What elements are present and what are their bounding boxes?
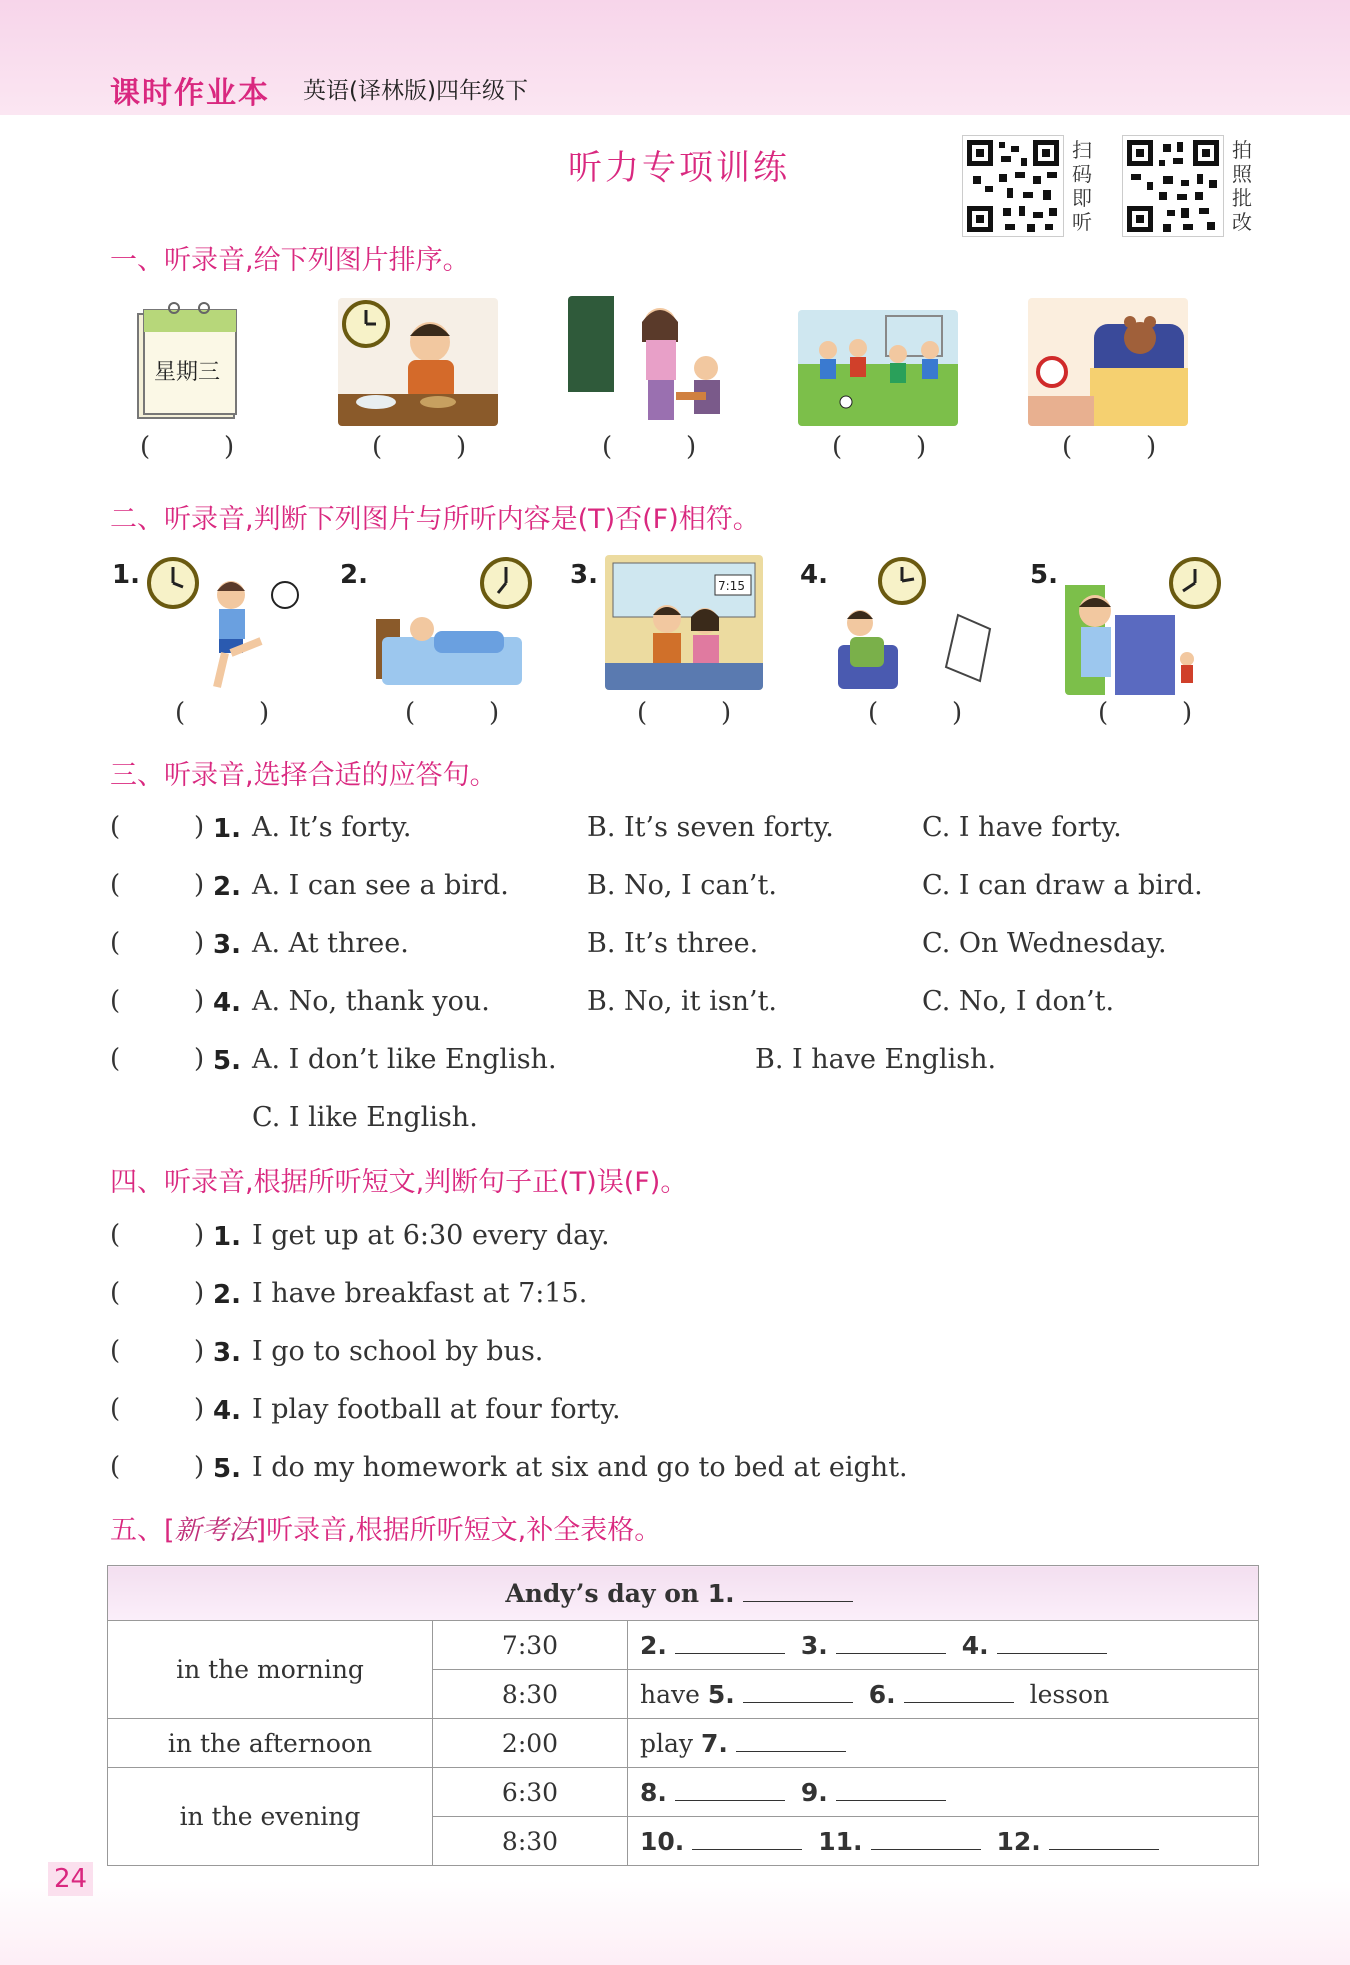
answer-blank-s4-4[interactable] bbox=[110, 1394, 206, 1424]
blank-number-2: 2. bbox=[640, 1630, 667, 1660]
picture-watching-tv bbox=[830, 555, 1000, 695]
s2-number-5: 5. bbox=[1030, 560, 1058, 590]
blank-number-3: 3. bbox=[800, 1630, 828, 1660]
s3-number-1: 1. bbox=[213, 814, 241, 844]
answer-blank-s1-3[interactable] bbox=[602, 432, 698, 462]
answer-blank-s1-2[interactable] bbox=[372, 432, 468, 462]
section-5-title-post: ]听录音,根据所听短文,补全表格。 bbox=[255, 1515, 662, 1546]
s4-statement-2: I have breakfast at 7:15. bbox=[252, 1278, 588, 1309]
s3-4-option-b[interactable]: B. No, it isn’t. bbox=[587, 986, 778, 1017]
answer-blank-s3-5[interactable] bbox=[110, 1044, 206, 1074]
footer-band bbox=[0, 1880, 1350, 1965]
word-have: have bbox=[640, 1679, 700, 1709]
blank-number-1: 1. bbox=[707, 1578, 735, 1608]
blank-number-7: 7. bbox=[700, 1728, 728, 1758]
time-cell: 2:00 bbox=[433, 1719, 628, 1768]
row-label-afternoon: in the afternoon bbox=[108, 1719, 433, 1768]
qr-label-listen: 扫码即听 bbox=[1072, 138, 1092, 234]
blank-3[interactable] bbox=[836, 1631, 946, 1654]
s2-number-4: 4. bbox=[800, 560, 828, 590]
picture-boy-going-home bbox=[1065, 555, 1230, 695]
s3-2-option-a[interactable]: A. I can see a bird. bbox=[252, 870, 509, 901]
section-5-title bbox=[110, 1508, 661, 1547]
andys-day-table bbox=[107, 1565, 1259, 1866]
time-cell: 7:30 bbox=[433, 1621, 628, 1670]
answer-blank-s4-2[interactable] bbox=[110, 1278, 206, 1308]
time-cell: 6:30 bbox=[433, 1768, 628, 1817]
s4-number-4: 4. bbox=[213, 1396, 241, 1426]
s2-number-1: 1. bbox=[112, 560, 140, 590]
s3-number-3: 3. bbox=[213, 930, 241, 960]
s4-number-3: 3. bbox=[213, 1338, 241, 1368]
s3-4-option-a[interactable]: A. No, thank you. bbox=[252, 986, 490, 1017]
section-1-title: 一、听录音,给下列图片排序。 bbox=[110, 245, 470, 276]
section-3-title: 三、听录音,选择合适的应答句。 bbox=[110, 760, 497, 791]
picture-on-the-bus bbox=[605, 555, 763, 690]
blank-6[interactable] bbox=[904, 1680, 1014, 1703]
time-cell: 8:30 bbox=[433, 1670, 628, 1719]
blank-number-6: 6. bbox=[868, 1679, 896, 1709]
s3-3-option-c[interactable]: C. On Wednesday. bbox=[922, 928, 1167, 959]
blank-number-4: 4. bbox=[961, 1630, 989, 1660]
blank-11[interactable] bbox=[871, 1827, 981, 1850]
s3-5-option-b[interactable]: B. I have English. bbox=[755, 1044, 997, 1075]
blank-10[interactable] bbox=[692, 1827, 802, 1850]
answer-blank-s3-3[interactable] bbox=[110, 928, 206, 958]
answer-blank-s2-2[interactable] bbox=[405, 698, 501, 728]
s3-1-option-a[interactable]: A. It’s forty. bbox=[252, 812, 412, 843]
picture-bedroom bbox=[1028, 298, 1188, 426]
s4-statement-5: I do my homework at six and go to bed at eight. bbox=[252, 1452, 908, 1483]
blank-number-9: 9. bbox=[800, 1777, 828, 1807]
time-cell: 8:30 bbox=[433, 1817, 628, 1866]
word-lesson: lesson bbox=[1029, 1679, 1110, 1709]
s4-number-2: 2. bbox=[213, 1280, 241, 1310]
answer-blank-s1-5[interactable] bbox=[1062, 432, 1158, 462]
blank-1[interactable] bbox=[743, 1579, 853, 1602]
answer-blank-s3-2[interactable] bbox=[110, 870, 206, 900]
s4-statement-4: I play football at four forty. bbox=[252, 1394, 621, 1425]
s3-3-option-b[interactable]: B. It’s three. bbox=[587, 928, 759, 959]
section-5-title-pre: 五、[ bbox=[110, 1515, 175, 1546]
activity-cell bbox=[628, 1719, 1259, 1768]
row-label-morning: in the morning bbox=[108, 1621, 433, 1719]
s2-number-2: 2. bbox=[340, 560, 368, 590]
row-label-evening: in the evening bbox=[108, 1768, 433, 1866]
answer-blank-s2-1[interactable] bbox=[175, 698, 271, 728]
answer-blank-s2-5[interactable] bbox=[1098, 698, 1194, 728]
s4-number-5: 5. bbox=[213, 1454, 241, 1484]
answer-blank-s3-4[interactable] bbox=[110, 986, 206, 1016]
picture-classroom bbox=[568, 296, 728, 426]
answer-blank-s2-4[interactable] bbox=[868, 698, 964, 728]
blank-4[interactable] bbox=[997, 1631, 1107, 1654]
activity-cell bbox=[628, 1670, 1259, 1719]
answer-blank-s2-3[interactable] bbox=[637, 698, 733, 728]
s2-number-3: 3. bbox=[570, 560, 598, 590]
table-heading-text: Andy’s day on bbox=[505, 1578, 700, 1608]
blank-5[interactable] bbox=[743, 1680, 853, 1703]
s3-3-option-a[interactable]: A. At three. bbox=[252, 928, 409, 959]
qr-label-grade: 拍照批改 bbox=[1232, 138, 1252, 234]
blank-number-10: 10. bbox=[640, 1826, 685, 1856]
answer-blank-s4-5[interactable] bbox=[110, 1452, 206, 1482]
book-subtitle: 英语(译林版)四年级下 bbox=[303, 78, 528, 104]
picture-breakfast bbox=[338, 298, 498, 426]
answer-blank-s1-4[interactable] bbox=[832, 432, 928, 462]
section-4-title: 四、听录音,根据所听短文,判断句子正(T)误(F)。 bbox=[110, 1167, 688, 1198]
s3-number-5: 5. bbox=[213, 1046, 241, 1076]
section-2-title: 二、听录音,判断下列图片与所听内容是(T)否(F)相符。 bbox=[110, 504, 760, 535]
page-title: 听力专项训练 bbox=[568, 148, 790, 188]
brand-title: 课时作业本 bbox=[110, 76, 270, 111]
s3-2-option-b[interactable]: B. No, I can’t. bbox=[587, 870, 777, 901]
picture-sleeping-in-bed bbox=[372, 555, 537, 695]
s3-2-option-c[interactable]: C. I can draw a bird. bbox=[922, 870, 1203, 901]
s3-number-2: 2. bbox=[213, 872, 241, 902]
picture-boy-kicking-ball bbox=[145, 555, 310, 695]
s3-number-4: 4. bbox=[213, 988, 241, 1018]
s4-statement-3: I go to school by bus. bbox=[252, 1336, 544, 1367]
answer-blank-s1-1[interactable] bbox=[140, 432, 236, 462]
answer-blank-s3-1[interactable] bbox=[110, 812, 206, 842]
activity-cell bbox=[628, 1768, 1259, 1817]
blank-number-8: 8. bbox=[640, 1777, 667, 1807]
word-play: play bbox=[640, 1728, 694, 1758]
blank-number-5: 5. bbox=[707, 1679, 735, 1709]
answer-blank-s4-1[interactable] bbox=[110, 1220, 206, 1250]
blank-9[interactable] bbox=[836, 1778, 946, 1801]
s3-1-option-b[interactable]: B. It’s seven forty. bbox=[587, 812, 834, 843]
s4-statement-1: I get up at 6:30 every day. bbox=[252, 1220, 610, 1251]
bus-clock-time: 7:15 bbox=[718, 579, 745, 593]
page-number: 24 bbox=[48, 1862, 93, 1896]
s3-5-option-c[interactable]: C. I like English. bbox=[252, 1102, 478, 1133]
table-heading bbox=[108, 1566, 1259, 1621]
blank-2[interactable] bbox=[675, 1631, 785, 1654]
blank-number-11: 11. bbox=[818, 1826, 863, 1856]
s3-4-option-c[interactable]: C. No, I don’t. bbox=[922, 986, 1115, 1017]
s4-number-1: 1. bbox=[213, 1222, 241, 1252]
qr-code-listen[interactable] bbox=[962, 135, 1064, 237]
blank-number-12: 12. bbox=[996, 1826, 1041, 1856]
activity-cell bbox=[628, 1621, 1259, 1670]
blank-8[interactable] bbox=[675, 1778, 785, 1801]
picture-football-game bbox=[798, 310, 958, 426]
answer-blank-s4-3[interactable] bbox=[110, 1336, 206, 1366]
qr-code-grade[interactable] bbox=[1122, 135, 1224, 237]
s3-1-option-c[interactable]: C. I have forty. bbox=[922, 812, 1122, 843]
s3-5-option-a[interactable]: A. I don’t like English. bbox=[252, 1044, 557, 1075]
calendar-day-label: 星期三 bbox=[154, 360, 221, 385]
blank-7[interactable] bbox=[736, 1729, 846, 1752]
activity-cell bbox=[628, 1817, 1259, 1866]
new-test-method-tag: 新考法 bbox=[174, 1515, 256, 1546]
blank-12[interactable] bbox=[1049, 1827, 1159, 1850]
